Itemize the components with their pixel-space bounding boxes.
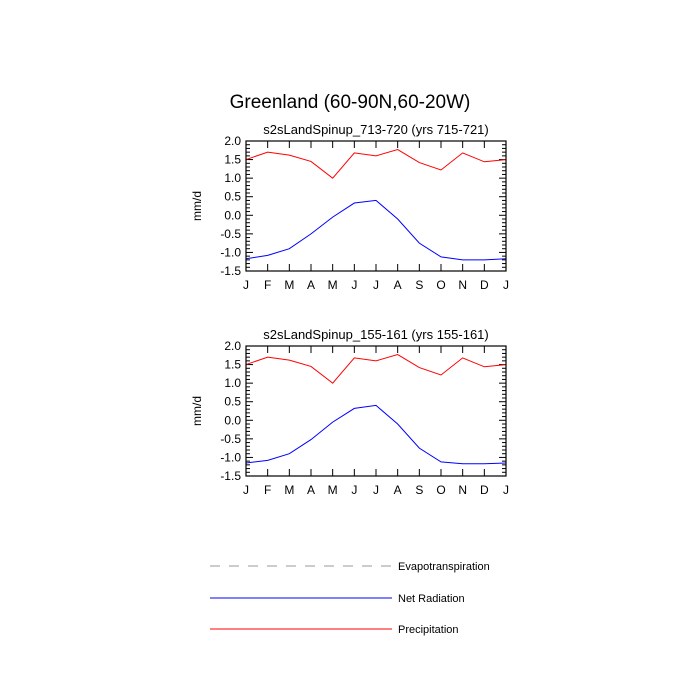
x-tick-label: A bbox=[393, 278, 402, 292]
chart-title: s2sLandSpinup_713-720 (yrs 715-721) bbox=[263, 122, 489, 137]
x-tick-label: M bbox=[284, 483, 295, 497]
y-tick-label: 1.0 bbox=[224, 171, 241, 186]
x-tick-label: M bbox=[327, 278, 338, 292]
x-tick-label: J bbox=[351, 278, 358, 292]
x-tick-label: F bbox=[263, 278, 272, 292]
legend-item-precipitation bbox=[210, 624, 459, 636]
series-line-net-radiation bbox=[246, 405, 506, 463]
series-line-precipitation bbox=[246, 150, 506, 179]
y-axis-label: mm/d bbox=[190, 191, 204, 221]
x-tick-label: O bbox=[436, 278, 446, 292]
legend-label: Net Radiation bbox=[398, 593, 465, 605]
chart-title: s2sLandSpinup_155-161 (yrs 155-161) bbox=[263, 327, 489, 342]
figure-title: Greenland (60-90N,60-20W) bbox=[229, 92, 471, 113]
y-tick-label: 2.0 bbox=[224, 339, 241, 353]
chart-panel-1 bbox=[190, 122, 509, 292]
legend-item-evapotranspiration bbox=[210, 561, 490, 573]
x-tick-label: N bbox=[458, 278, 468, 292]
x-tick-label: N bbox=[458, 483, 468, 497]
x-tick-label: A bbox=[306, 483, 316, 497]
y-tick-label: 0.0 bbox=[224, 208, 241, 223]
y-tick-label: -1.0 bbox=[220, 245, 241, 260]
x-tick-label: J bbox=[503, 483, 509, 497]
x-tick-label: F bbox=[263, 483, 272, 497]
y-tick-label: 1.0 bbox=[224, 376, 241, 391]
x-tick-label: M bbox=[327, 483, 338, 497]
legend-label: Precipitation bbox=[398, 624, 459, 636]
x-tick-label: M bbox=[284, 278, 295, 292]
y-tick-label: -0.5 bbox=[220, 226, 241, 241]
plot-frame bbox=[246, 141, 506, 271]
x-tick-label: S bbox=[415, 278, 424, 292]
x-tick-label: J bbox=[243, 483, 249, 497]
y-tick-label: -1.5 bbox=[220, 264, 241, 278]
x-tick-label: A bbox=[306, 278, 316, 292]
y-tick-label: 0.5 bbox=[224, 394, 241, 409]
series-line-net-radiation bbox=[246, 200, 506, 259]
y-tick-label: 0.0 bbox=[224, 413, 241, 428]
y-axis-label: mm/d bbox=[190, 396, 204, 426]
legend-item-net-radiation bbox=[210, 593, 465, 605]
y-tick-label: -0.5 bbox=[220, 431, 241, 446]
y-tick-label: -1.0 bbox=[220, 450, 241, 465]
chart-panel-2 bbox=[190, 327, 509, 497]
x-tick-label: J bbox=[243, 278, 249, 292]
x-tick-label: J bbox=[351, 483, 358, 497]
legend bbox=[210, 561, 490, 636]
x-tick-label: D bbox=[479, 483, 489, 497]
x-tick-label: J bbox=[373, 483, 379, 497]
x-tick-label: O bbox=[436, 483, 446, 497]
y-tick-label: 2.0 bbox=[224, 134, 241, 148]
series-line-precipitation bbox=[246, 355, 506, 384]
y-tick-label: 1.5 bbox=[224, 152, 241, 167]
x-tick-label: D bbox=[479, 278, 489, 292]
x-tick-label: J bbox=[503, 278, 509, 292]
legend-label: Evapotranspiration bbox=[398, 561, 490, 573]
y-tick-label: 1.5 bbox=[224, 357, 241, 372]
x-tick-label: J bbox=[373, 278, 379, 292]
x-tick-label: A bbox=[393, 483, 402, 497]
y-tick-label: 0.5 bbox=[224, 189, 241, 204]
x-tick-label: S bbox=[415, 483, 424, 497]
y-tick-label: -1.5 bbox=[220, 469, 241, 483]
plot-frame bbox=[246, 346, 506, 476]
